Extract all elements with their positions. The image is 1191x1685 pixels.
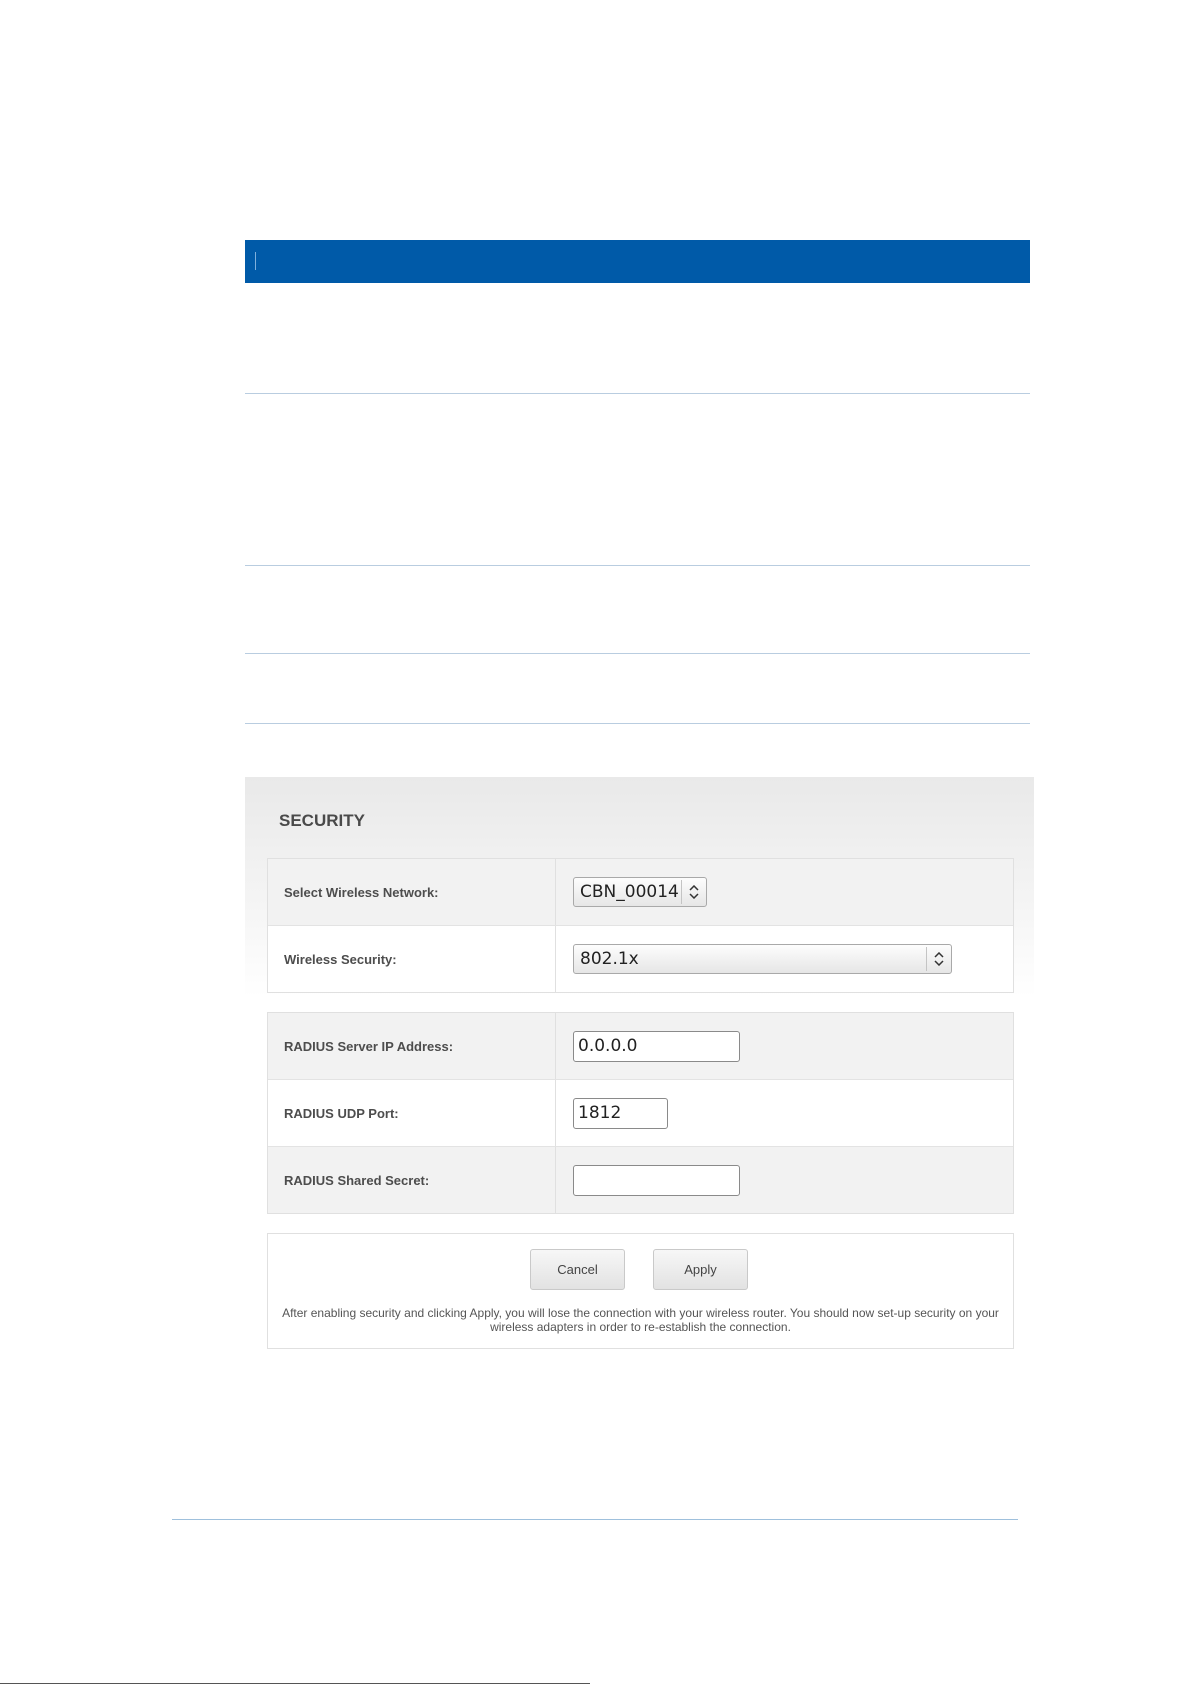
radius-port-field[interactable]: 1812 — [573, 1098, 668, 1129]
apply-button[interactable]: Apply — [653, 1249, 748, 1290]
table-row — [268, 926, 1013, 992]
network-table — [267, 858, 1014, 993]
divider-line — [245, 653, 1030, 654]
action-area — [267, 1233, 1014, 1349]
radius-secret-field[interactable] — [573, 1165, 740, 1196]
cancel-button[interactable]: Cancel — [530, 1249, 625, 1290]
divider-line — [245, 393, 1030, 394]
radius-ip-field[interactable]: 0.0.0.0 — [573, 1031, 740, 1062]
section-header-bar — [245, 240, 1030, 283]
up-down-chevron-icon — [926, 947, 951, 971]
radius-table — [267, 1012, 1014, 1214]
security-panel — [245, 777, 1034, 1357]
header-bar-divider — [255, 252, 256, 270]
wireless-security-label: Wireless Security: — [268, 926, 556, 992]
panel-title: SECURITY — [279, 811, 365, 830]
footer-divider — [172, 1519, 1018, 1520]
radius-port-label: RADIUS UDP Port: — [268, 1080, 556, 1146]
page-bottom-line — [0, 1683, 590, 1684]
up-down-chevron-icon — [681, 880, 706, 904]
table-row — [268, 1013, 1013, 1080]
divider-line — [245, 723, 1030, 724]
table-row — [268, 859, 1013, 926]
divider-line — [245, 565, 1030, 566]
select-network-label: Select Wireless Network: — [268, 859, 556, 925]
radius-secret-label: RADIUS Shared Secret: — [268, 1147, 556, 1213]
network-select-value: CBN_00014 — [580, 882, 679, 902]
table-row — [268, 1147, 1013, 1213]
security-note: After enabling security and clicking Apply, you will lose the connection with your wireless router. You should now set-up security on your wireless adapters in order to re-establish the connection. — [282, 1306, 999, 1334]
table-row — [268, 1080, 1013, 1147]
wireless-security-value: 802.1x — [580, 949, 639, 969]
radius-ip-label: RADIUS Server IP Address: — [268, 1013, 556, 1079]
network-select[interactable] — [573, 877, 707, 907]
wireless-security-select[interactable] — [573, 944, 952, 974]
